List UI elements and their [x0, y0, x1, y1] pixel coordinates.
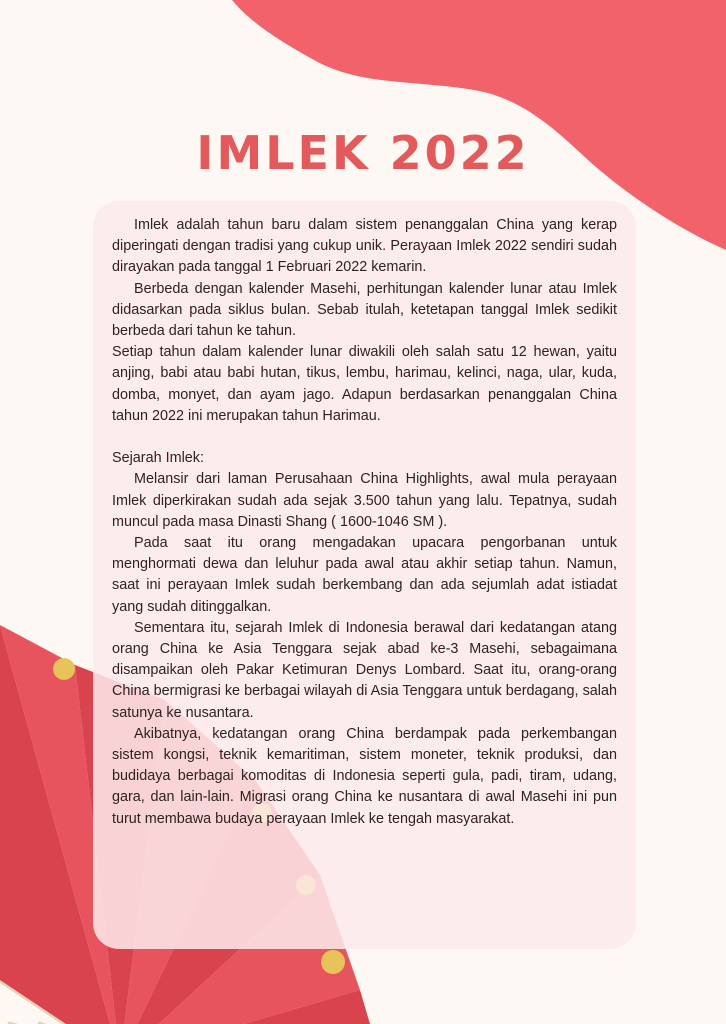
paragraph-impact: Akibatnya, kedatangan orang China berdampak pada perkembangan sistem kongsi, teknik kemaritiman, sistem moneter, teknik produksi, dan budidaya berbagai komoditas di Indonesia seperti gula, padi, tiram, udang, gara, dan lain-lain. Migrasi orang China ke nusantara di awal Masehi ini pun turut membawa budaya perayaan Imlek ke tengah masyarakat. — [112, 725, 617, 827]
page-title: IMLEK 2022 — [196, 126, 530, 180]
paragraph-ceremony: Pada saat itu orang mengadakan upacara pengorbanan untuk menghormati dewa dan leluhur pada awal atau akhir setiap tahun. Namun, saat ini perayaan Imlek sudah berkembang dan ada sejumlah adat istiadat yang sudah ditinggalkan. — [112, 535, 617, 615]
section-heading-history: Sejarah Imlek: — [112, 450, 204, 467]
paragraph-lunar-calendar: Berbeda dengan kalender Masehi, perhitungan kalender lunar atau Imlek didasarkan pada siklus bulan. Sebab itulah, ketetapan tanggal Imlek sedikit berbeda dari tahun ke tahun. — [112, 280, 617, 340]
article-body — [112, 215, 617, 830]
paragraph-origin: Melansir dari laman Perusahaan China Highlights, awal mula perayaan Imlek diperkirakan sudah ada sejak 3.500 tahun yang lalu. Tepatnya, sudah muncul pada masa Dinasti Shang ( 1600-1046 SM ). — [112, 471, 617, 530]
paragraph-intro: Imlek adalah tahun baru dalam sistem penanggalan China yang kerap diperingati dengan tradisi yang cukup unik. Perayaan Imlek 2022 sendiri sudah dirayakan pada tanggal 1 Februari 2022 kemarin. — [112, 217, 617, 276]
paragraph-spacer — [112, 427, 617, 448]
fan-dot — [321, 950, 345, 974]
paragraph-indonesia: Sementara itu, sejarah Imlek di Indonesia berawal dari kedatangan atang orang China ke Asia Tenggara sejak abad ke-3 Masehi, sebagaimana disampaikan oleh Pakar Ketimuran Denys Lombard. Saat itu, orang-orang China bermigrasi ke berbagai wilayah di Asia Tenggara untuk berdagang, salah satunya ke nusantara. — [112, 619, 617, 721]
paragraph-zodiac: Setiap tahun dalam kalender lunar diwakili oleh salah satu 12 hewan, yaitu anjing, babi atau babi hutan, tikus, lembu, harimau, kelinci, naga, ular, kuda, domba, monyet, dan ayam jago. Adapun berdasarkan penanggalan China tahun 2022 ini merupakan tahun Harimau. — [112, 344, 617, 424]
fan-dot — [53, 658, 75, 680]
